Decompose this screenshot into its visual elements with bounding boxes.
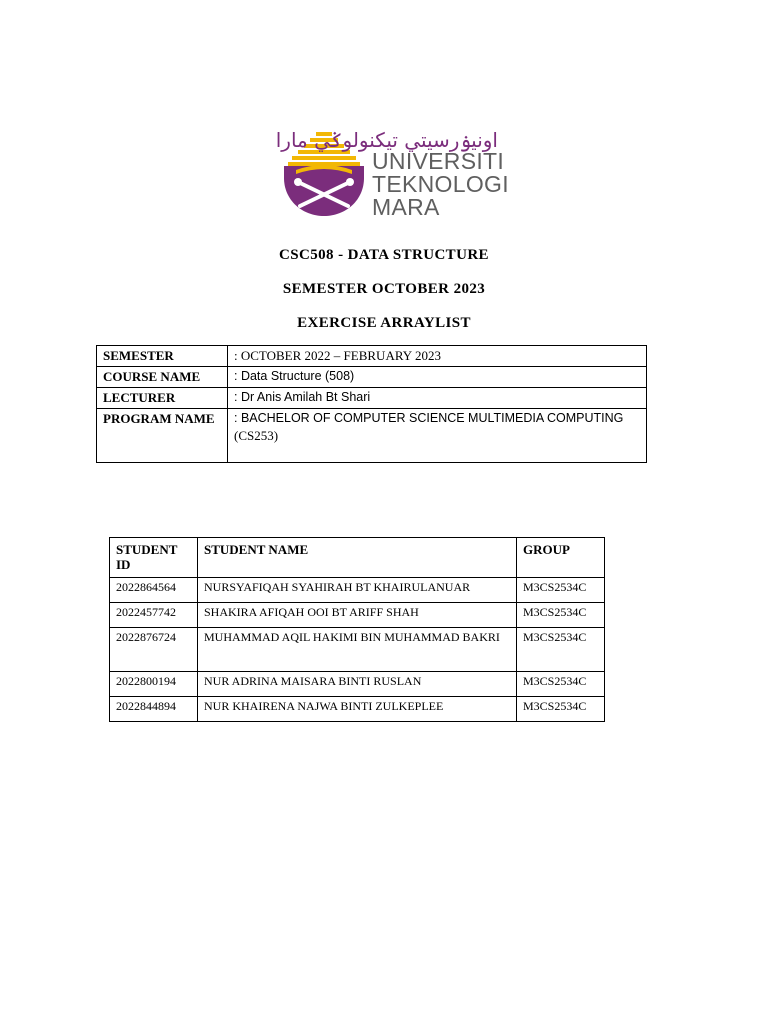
student-group: M3CS2534C xyxy=(517,697,605,722)
student-group: M3CS2534C xyxy=(517,672,605,697)
student-name: NUR ADRINA MAISARA BINTI RUSLAN xyxy=(198,672,517,697)
table-row xyxy=(110,628,605,672)
info-value: : Dr Anis Amilah Bt Shari xyxy=(228,388,647,409)
student-group: M3CS2534C xyxy=(517,628,605,672)
student-id: 2022864564 xyxy=(110,578,198,603)
student-group: M3CS2534C xyxy=(517,578,605,603)
student-name: NUR KHAIRENA NAJWA BINTI ZULKEPLEE xyxy=(198,697,517,722)
student-name: NURSYAFIQAH SYAHIRAH BT KHAIRULANUAR xyxy=(198,578,517,603)
column-header: GROUP xyxy=(517,538,605,578)
student-name: SHAKIRA AFIQAH OOI BT ARIFF SHAH xyxy=(198,603,517,628)
student-group: M3CS2534C xyxy=(517,603,605,628)
info-value: : Data Structure (508) xyxy=(228,367,647,388)
logo-line: MARA xyxy=(372,194,440,220)
exercise-heading: EXERCISE ARRAYLIST xyxy=(297,315,471,331)
info-label: SEMESTER xyxy=(97,346,228,367)
column-header: STUDENT ID xyxy=(110,538,198,578)
table-row xyxy=(110,672,605,697)
table-header-row xyxy=(110,538,605,578)
student-table xyxy=(109,537,605,722)
course-info-table xyxy=(96,345,647,463)
info-row xyxy=(97,367,647,388)
table-row xyxy=(110,603,605,628)
student-name: MUHAMMAD AQIL HAKIMI BIN MUHAMMAD BAKRI xyxy=(198,628,517,672)
info-row xyxy=(97,388,647,409)
info-value-cell xyxy=(228,409,647,463)
student-id: 2022844894 xyxy=(110,697,198,722)
logo-line: TEKNOLOGI xyxy=(372,171,509,197)
program-name-value: : BACHELOR OF COMPUTER SCIENCE MULTIMEDIA COMPUTING xyxy=(234,411,624,425)
table-row xyxy=(110,578,605,603)
university-logo xyxy=(275,126,509,220)
info-row xyxy=(97,346,647,367)
info-label: COURSE NAME xyxy=(97,367,228,388)
table-row xyxy=(110,697,605,722)
info-label: LECTURER xyxy=(97,388,228,409)
logo-jawi-script: اونيۏرسيتي تيکنولوݢي مارا xyxy=(275,128,498,152)
course-heading: CSC508 - DATA STRUCTURE xyxy=(279,247,489,263)
info-row xyxy=(97,409,647,463)
student-id: 2022800194 xyxy=(110,672,198,697)
column-header: STUDENT NAME xyxy=(198,538,517,578)
info-value: : OCTOBER 2022 – FEBRUARY 2023 xyxy=(228,346,647,367)
semester-heading: SEMESTER OCTOBER 2023 xyxy=(282,281,486,297)
program-code-value: (CS253) xyxy=(234,428,279,443)
logo-wordmark xyxy=(372,150,509,219)
student-id: 2022457742 xyxy=(110,603,198,628)
info-label: PROGRAM NAME xyxy=(97,409,228,463)
student-id: 2022876724 xyxy=(110,628,198,672)
logo-line: UNIVERSITI xyxy=(372,148,505,174)
